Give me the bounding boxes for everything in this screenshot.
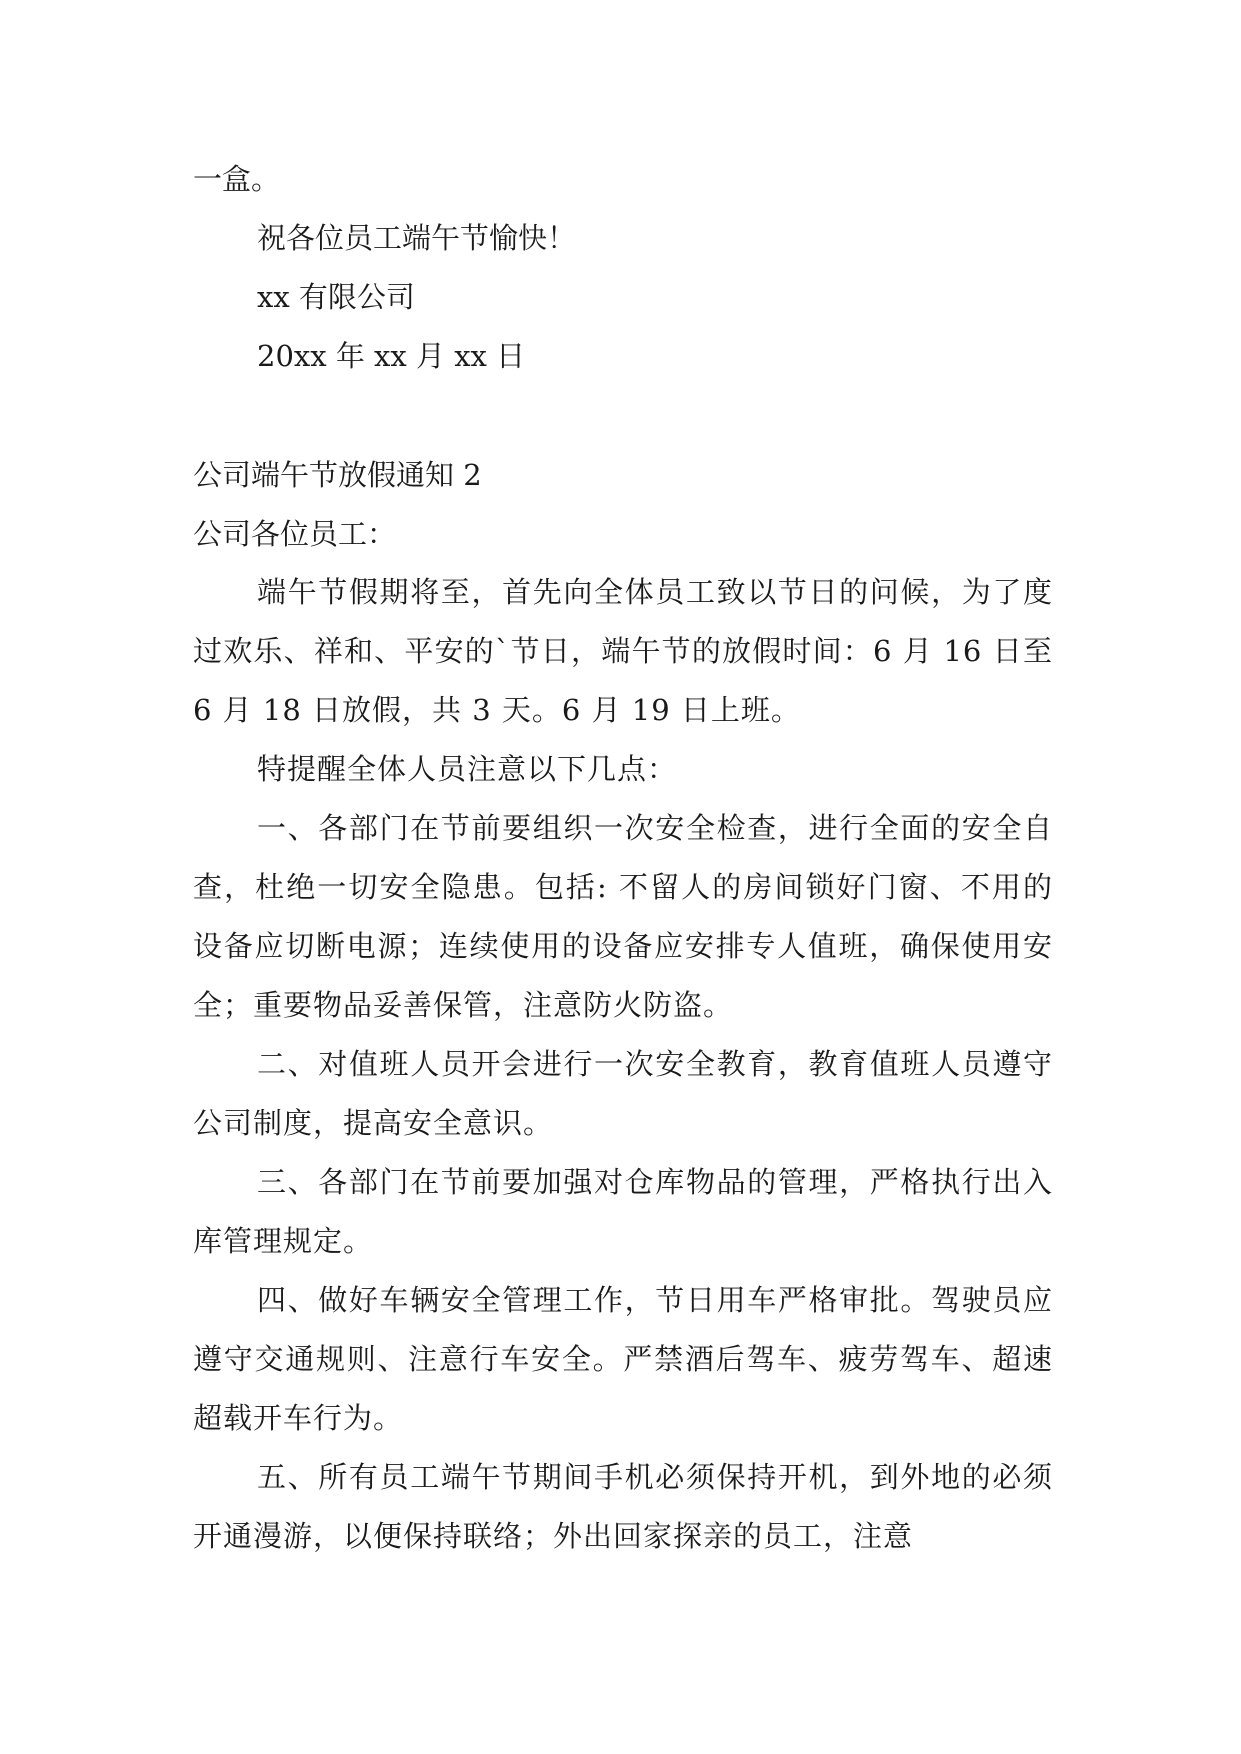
paragraph-reminder-intro: 特提醒全体人员注意以下几点： <box>257 752 678 786</box>
notice-title: 公司端午节放假通知 2 <box>193 458 482 492</box>
paragraph-item-1: 一、各部门在节前要组织一次安全检查，进行全面的安全自查，杜绝一切安全隐患。包括: 不留人的房间锁好门窗、不用的设备应切断电源；连续使用的设备应安排专人值班，确保使用安全；重要物品妥善保管，注意防火防盗。 <box>193 811 1053 1022</box>
carryover-text: 一盒。 <box>193 162 281 196</box>
greeting-line: 祝各位员工端午节愉快！ <box>257 221 577 255</box>
paragraph-item-5: 五、所有员工端午节期间手机必须保持开机，到外地的必须开通漫游，以便保持联络；外出回家探亲的员工，注意 <box>193 1460 1053 1553</box>
company-signature: xx 有限公司 <box>257 280 415 314</box>
salutation: 公司各位员工： <box>193 517 397 551</box>
paragraph-item-2: 二、对值班人员开会进行一次安全教育，教育值班人员遵守公司制度，提高安全意识。 <box>193 1047 1053 1140</box>
signature-date: 20xx 年 xx 月 xx 日 <box>257 339 526 373</box>
paragraph-item-4: 四、做好车辆安全管理工作，节日用车严格审批。驾驶员应遵守交通规则、注意行车安全。严禁酒后驾车、疲劳驾车、超速超载开车行为。 <box>193 1283 1053 1435</box>
paragraph-holiday-dates: 端午节假期将至，首先向全体员工致以节日的问候，为了度过欢乐、祥和、平安的`节日，端午节的放假时间：6 月 16 日至 6 月 18 日放假，共 3 天。6 月 19 日上班。 <box>193 575 1053 727</box>
paragraph-item-3: 三、各部门在节前要加强对仓库物品的管理，严格执行出入库管理规定。 <box>193 1165 1053 1258</box>
document-body <box>193 160 1053 1566</box>
